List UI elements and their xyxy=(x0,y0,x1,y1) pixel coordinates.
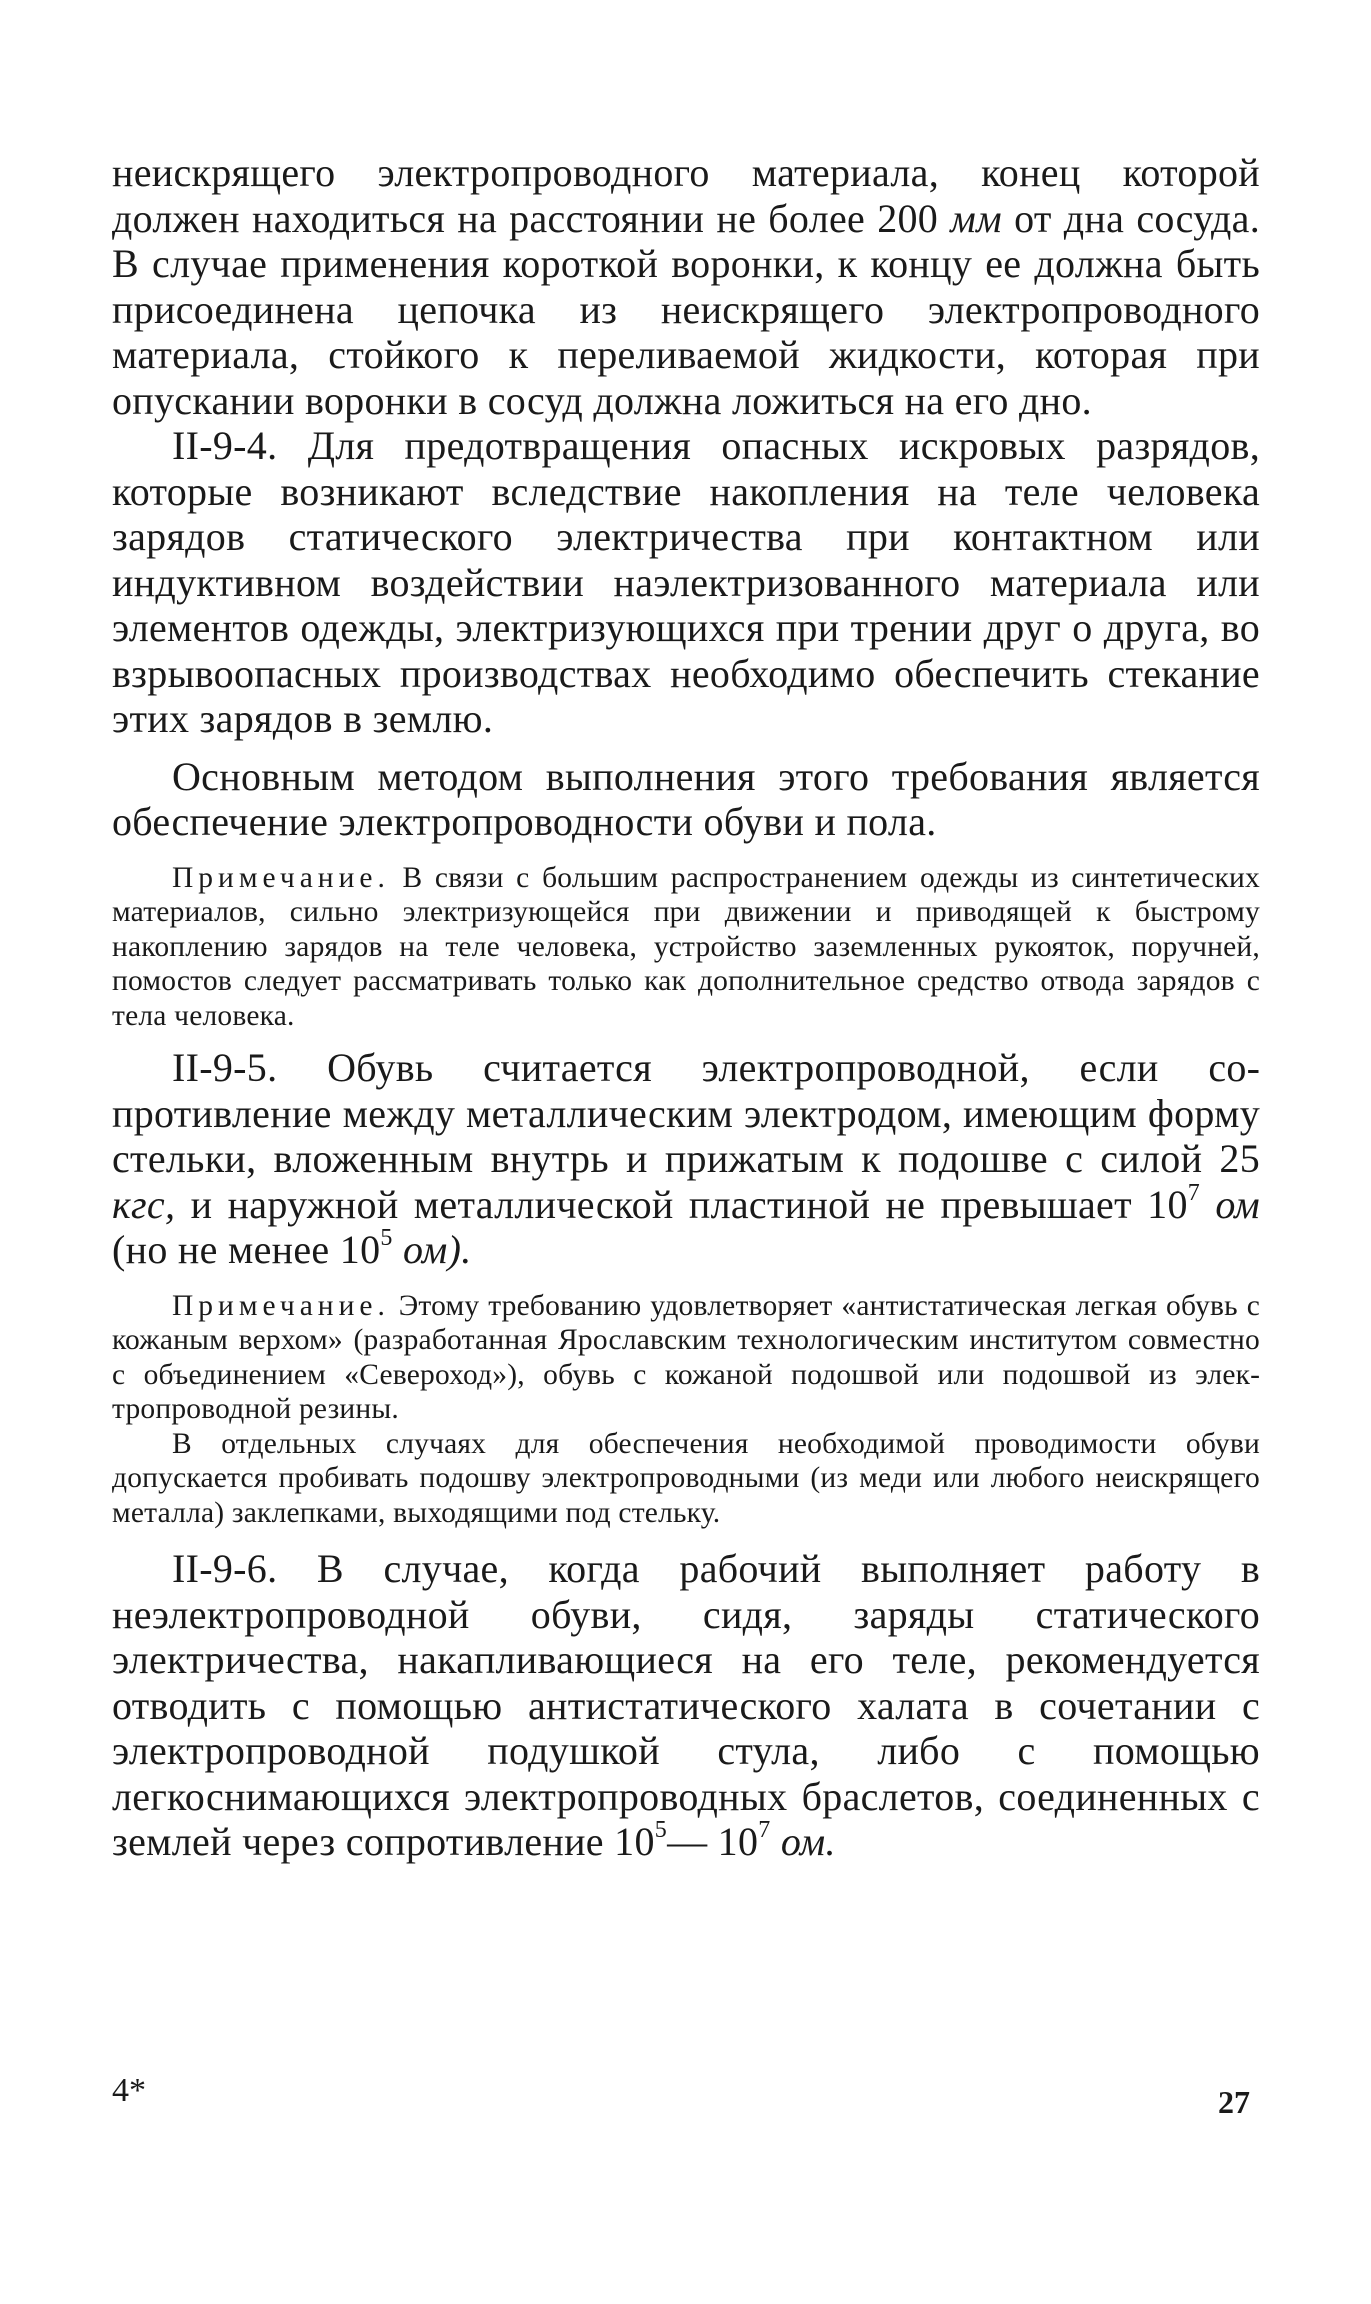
paragraph-text: и наружной металлической пластиной не превышает 10 xyxy=(190,1181,1188,1227)
paragraph-text: неискрящего электропроводного материала, конец которой должен находиться на расстоянии не более 200 xyxy=(112,150,1260,241)
paragraph-text: II-9-6. В случае, когда рабочий выполняет работу в неэлектропроводной обуви, сидя, заряды статического электричества, накапливающиеся на его теле, рекомендуется отводить с помощью антистатического халата в сочетании с электропроводной подушкой стула, либо с помощью легкоснимающихся электропроводных браслетов, соединенных с землей через сопротивление 10 xyxy=(112,1546,1260,1864)
note-label: Примечание. xyxy=(172,1289,390,1322)
paragraph-II-9-4: II-9-4. Для предотвращения опасных искровых разрядов, которые возникают вследствие накопления на теле человека зарядов статического электричества при контактном или индуктивном воздействии наэлектризованного материала или элементов одежды, электризующихся при трении друг о друга, во взрывоопасных производствах необходимо обеспечить стекание этих зарядов в землю. xyxy=(112,423,1260,741)
note-text: В связи с большим распространением одежды из синтетических материалов, сильно электризующейся при движении и приводящей к быстрому накоплению зарядов на теле человека, устройство заземленных рукояток, поручней, помостов следует рассматривать только как дополнительное средство отвода зарядов с тела человека. xyxy=(112,861,1260,1032)
page-body xyxy=(112,150,1260,1865)
paragraph-text: II-9-5. Обувь считается электропроводной, если сопротивление между металлическим электродом, имеющим форму стельки, вложенным внутрь и прижатым к подошве с силой 25 xyxy=(112,1045,1260,1181)
page-footer xyxy=(112,2072,1260,2122)
exponent: 7 xyxy=(758,1817,771,1843)
paragraph-text: — 10 xyxy=(667,1819,759,1864)
signature-mark: 4* xyxy=(112,2072,146,2109)
unit-ohm: ом. xyxy=(780,1819,836,1864)
paragraph-text: от дна сосуда. В случае применения короткой воронки, к концу ее должна быть присоединена цепочка из неискрящего электропроводного материала, стойкого к переливаемой жидкости, которая при опускании воронки в сосуд должна ложиться на его дно. xyxy=(112,195,1260,423)
paragraph-text: (но не менее 10 xyxy=(112,1227,381,1272)
page-number: 27 xyxy=(1218,2084,1250,2120)
exponent: 5 xyxy=(654,1817,668,1843)
note-synthetic-clothing xyxy=(112,861,1260,1034)
note-antistatic-shoes xyxy=(112,1289,1260,1427)
unit-ohm: ом). xyxy=(403,1227,472,1272)
note-text: Этому требованию удовлетворяет «антистатическая легкая обувь с кожаным верхом» (разработанная Ярославским технологическим институтом совместно с объединением «Североход»), обувь с кожаной подошвой или подошвой из электропроводной резины. xyxy=(112,1289,1261,1425)
paragraph-main-method: Основным методом выполнения этого требования является обеспечение электропроводности обуви и пола. xyxy=(112,753,1260,844)
note-rivets: В отдельных случаях для обеспечения необходимой проводимости обуви допускается пробивать подошву электропроводными (из меди или любого неискрящего металла) заклепками, выходящими под стельку. xyxy=(112,1427,1260,1529)
paragraph-II-9-5 xyxy=(112,1045,1260,1273)
unit-kgs: кгс, xyxy=(112,1181,176,1227)
exponent: 7 xyxy=(1187,1179,1201,1206)
paragraph-II-9-6 xyxy=(112,1546,1260,1865)
note-label: Примечание. xyxy=(172,861,390,894)
paragraph-continuation xyxy=(112,150,1260,423)
exponent: 5 xyxy=(380,1225,393,1251)
unit-ohm: ом xyxy=(1215,1181,1260,1227)
unit-mm: мм xyxy=(950,195,1002,241)
